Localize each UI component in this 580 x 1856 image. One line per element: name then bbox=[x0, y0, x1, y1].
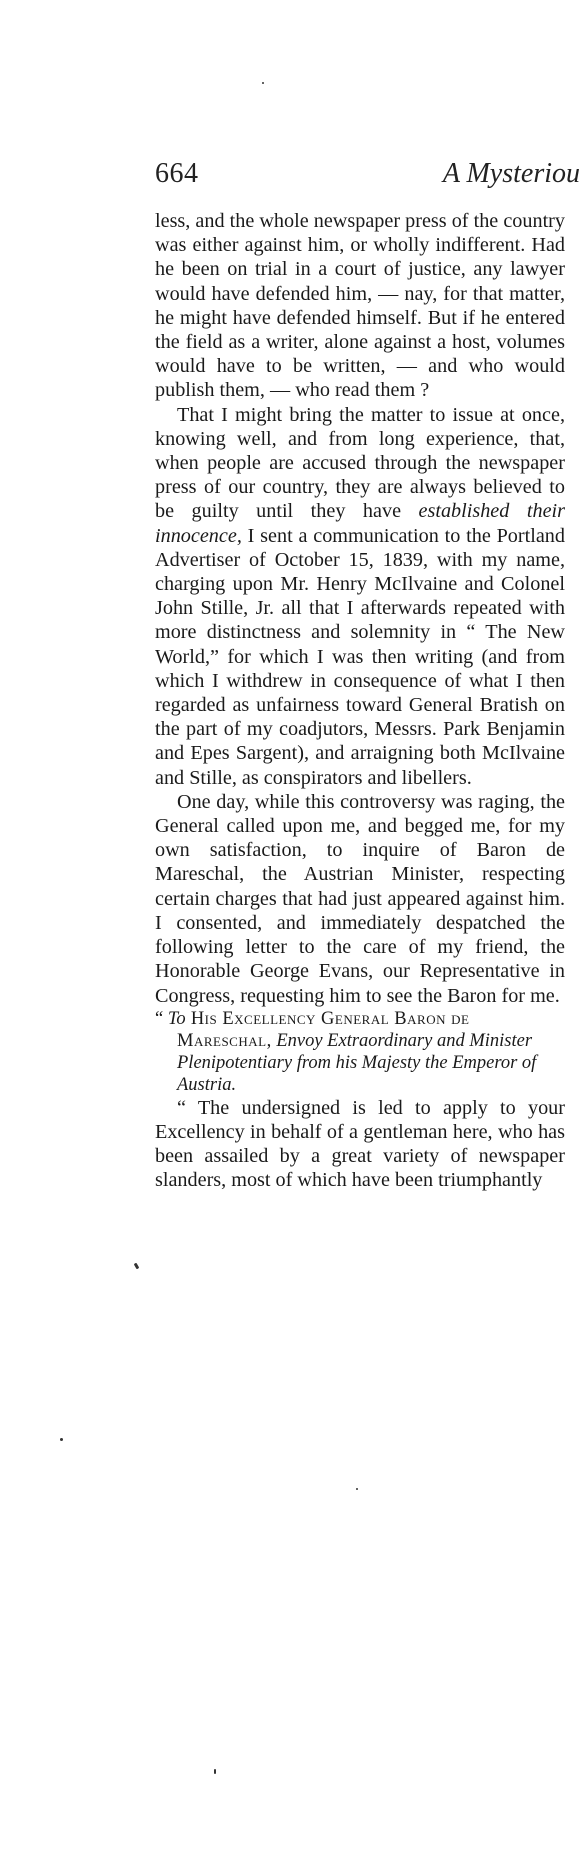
paragraph-text: I sent a communication to the Portland Advertiser of October 15, 1839, with my name, charging upon Mr. Henry McIlvaine and Colonel John Stille, Jr. all that I afterwards repeated with more distinctness and solemnity in “ The New World,” for which I was then writing (and from which I withdrew in consequence of what I then regarded as unfairness toward General Bratish on the part of my coadjutors, Messrs. Park Benjamin and Epes Sargent), and arraigning both McIlvaine and Stille, as conspirators and libellers. bbox=[155, 524, 565, 789]
running-title: A Mysteriou bbox=[442, 158, 580, 189]
open-quote: “ bbox=[155, 1008, 168, 1029]
paper-speck bbox=[214, 1769, 216, 1774]
address-to: To bbox=[167, 1008, 186, 1029]
addressee-title: Envoy Extraordinary and Minister Plenipotentiary from his Majesty the Emperor of Austria. bbox=[177, 1030, 537, 1095]
page-number: 664 bbox=[155, 158, 199, 189]
text-column bbox=[155, 209, 565, 1193]
emphasized-text: established their innocence, bbox=[155, 500, 565, 547]
paragraph: One day, while this controversy was raging, the General called upon me, and begged me, for my own satisfaction, to inquire of Baron de Mareschal, the Austrian Minister, respecting certain charges that had just appeared against him. I consented, and immediately despatched the following letter to the care of my friend, the Honorable George Evans, our Representative in Congress, requesting him to see the Baron for me. bbox=[155, 790, 565, 1007]
paragraph-text: That I might bring the matter to issue at once, knowing well, and from long experience, that, when people are accused through the newspaper press of our country, they are always believed to be guilty until they have bbox=[155, 403, 565, 523]
letter-address bbox=[155, 1008, 565, 1096]
page-header bbox=[155, 158, 580, 194]
addressee-name: His Excellency General Baron de Mareschal, bbox=[177, 1008, 470, 1051]
paper-speck bbox=[134, 1263, 140, 1270]
paper-speck bbox=[262, 82, 264, 84]
paper-speck bbox=[60, 1438, 63, 1441]
paragraph bbox=[155, 403, 565, 790]
letter-body: “ The undersigned is led to apply to your Excellency in behalf of a gentleman here, who has been assailed by a great variety of newspaper slanders, most of which have been triumphantly bbox=[155, 1096, 565, 1192]
paragraph-continued: less, and the whole newspaper press of the country was either against him, or wholly indifferent. Had he been on trial in a court of justice, any lawyer would have defended him, — nay, for that matter, he might have defended himself. But if he entered the field as a writer, alone against a host, volumes would have to be written, — and who would publish them, — who read them ? bbox=[155, 210, 565, 402]
paper-speck bbox=[356, 1488, 358, 1490]
